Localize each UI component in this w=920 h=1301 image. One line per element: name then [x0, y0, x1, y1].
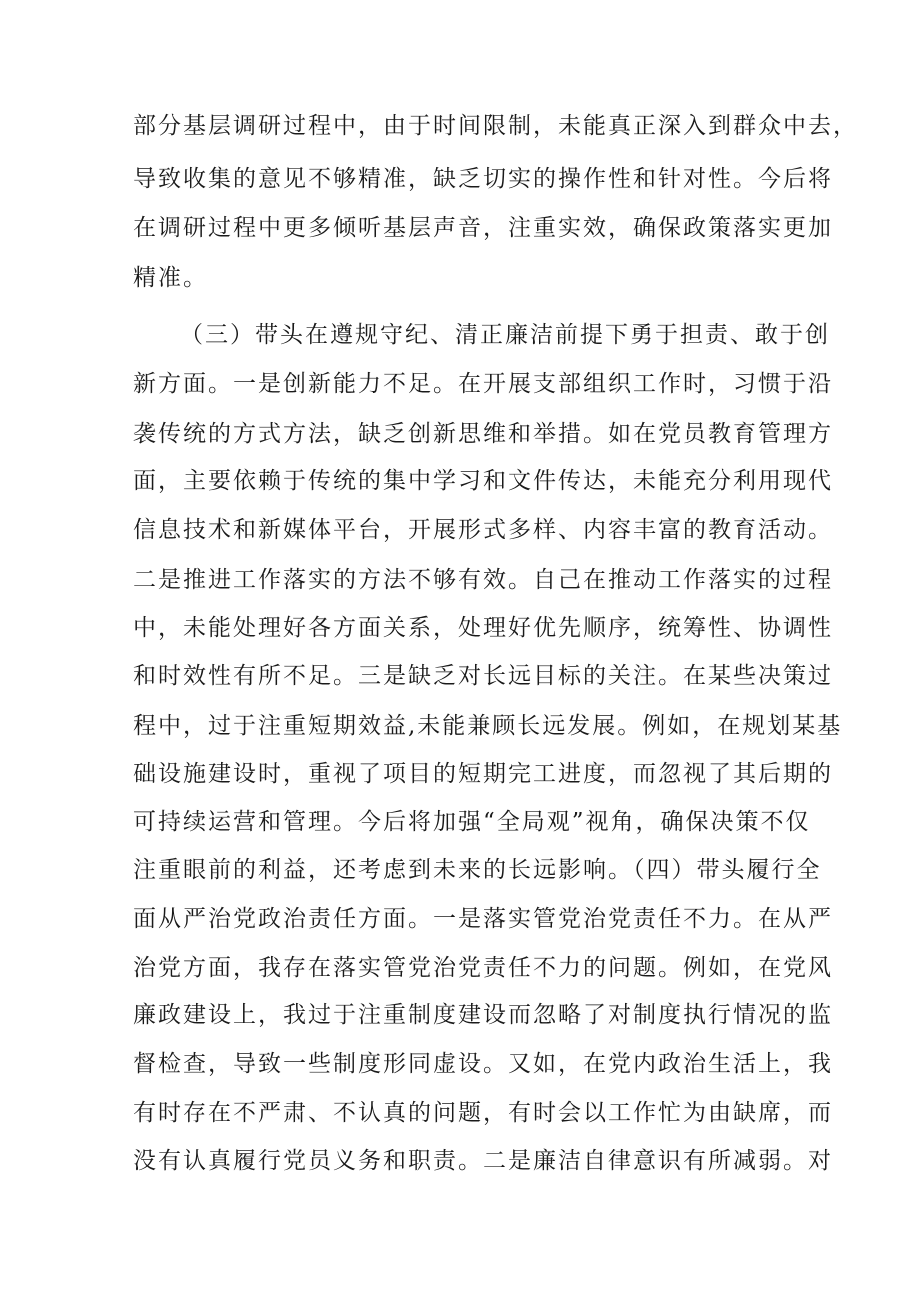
text-line: 二是推进工作落实的方法不够有效。自己在推动工作落实的过程 [133, 567, 833, 593]
text-line: 督检查，导致一些制度形同虚设。又如，在党内政治生活上，我 [133, 1051, 833, 1077]
text-line: 注重眼前的利益，还考虑到未来的长远影响。（四）带头履行全 [133, 857, 822, 883]
text-line: 导致收集的意见不够精准，缺乏切实的操作性和针对性。今后将 [133, 166, 833, 192]
text-line: 部分基层调研过程中，由于时间限制，未能真正深入到群众中去， [133, 113, 858, 139]
text-line: 面，主要依赖于传统的集中学习和文件传达，未能充分利用现代 [133, 468, 833, 494]
text-line: 和时效性有所不足。三是缺乏对长远目标的关注。在某些决策过 [133, 663, 833, 689]
text-line: 廉政建设上，我过于注重制度建设而忽略了对制度执行情况的监 [133, 1002, 833, 1028]
text-line: 程中，过于注重短期效益,未能兼顾长远发展。例如，在规划某基 [133, 713, 843, 739]
section-heading-line: （三）带头在遵规守纪、清正廉洁前提下勇于担责、敢于创 [180, 322, 830, 348]
text-line: 中，未能处理好各方面关系，处理好优先顺序，统筹性、协调性 [133, 615, 833, 641]
text-line: 治党方面，我存在落实管党治党责任不力的问题。例如，在党风 [133, 955, 833, 981]
text-line: 有时存在不严肃、不认真的问题，有时会以工作忙为由缺席，而 [133, 1100, 833, 1126]
text-line: 没有认真履行党员义务和职责。二是廉洁自律意识有所减弱。对 [133, 1148, 833, 1174]
text-line: 可持续运营和管理。今后将加强“全局观”视角，确保决策不仅 [133, 809, 811, 835]
text-line: 面从严治党政治责任方面。一是落实管党治党责任不力。在从严 [133, 906, 833, 932]
text-line: 信息技术和新媒体平台，开展形式多样、内容丰富的教育活动。 [133, 517, 833, 543]
text-line: 精准。 [133, 265, 208, 291]
text-line: 础设施建设时，重视了项目的短期完工进度，而忽视了其后期的 [133, 761, 833, 787]
text-line: 新方面。一是创新能力不足。在开展支部组织工作时，习惯于沿 [133, 371, 833, 397]
text-line: 袭传统的方式方法，缺乏创新思维和举措。如在党员教育管理方 [133, 421, 833, 447]
text-line: 在调研过程中更多倾听基层声音，注重实效，确保政策落实更加 [133, 215, 833, 241]
